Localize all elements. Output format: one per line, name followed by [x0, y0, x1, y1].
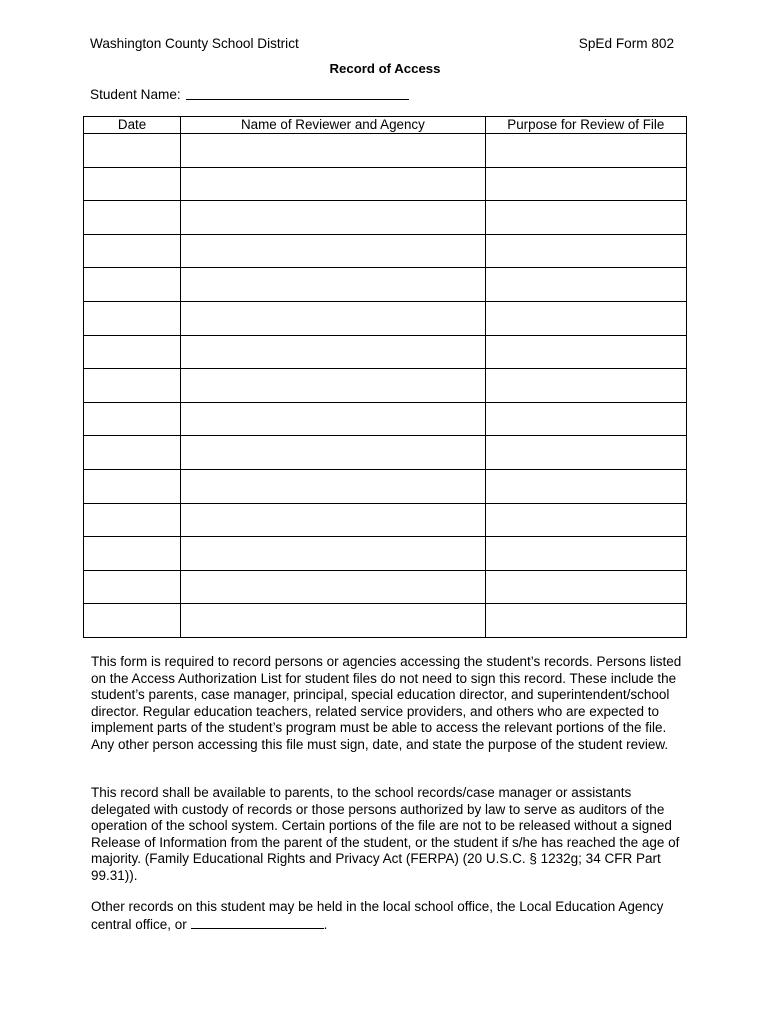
other-records-text: Other records on this student may be held in the local school office, the Local Education Agency central office, or: [91, 899, 664, 932]
date-cell[interactable]: [84, 268, 181, 302]
purpose-cell[interactable]: [485, 436, 686, 470]
student-name-row: [90, 85, 409, 102]
purpose-cell[interactable]: [485, 301, 686, 335]
date-cell[interactable]: [84, 402, 181, 436]
access-record-table: [83, 116, 687, 638]
purpose-cell[interactable]: [485, 503, 686, 537]
other-records-period: .: [323, 916, 328, 932]
date-cell[interactable]: [84, 436, 181, 470]
table-header-row: [84, 117, 687, 134]
purpose-cell[interactable]: [485, 402, 686, 436]
date-cell[interactable]: [84, 604, 181, 638]
table-row: [84, 268, 687, 302]
form-title: Record of Access: [329, 61, 441, 76]
records-availability-paragraph: This record shall be available to parents, to the school records/case manager or assistants delegated with custody of records or those persons authorized by law to serve as auditors of the operation of the school system. Certain portions of the file are not to be released without a signed Release of Information from the parent of the student, or the student if s/he has reached the age of majority. (Family Educational Rights and Privacy Act (FERPA) (20 U.S.C. § 1232g; 34 CFR Part 99.31)).: [91, 785, 680, 883]
table-row: [84, 503, 687, 537]
reviewer-cell[interactable]: [181, 604, 486, 638]
purpose-cell[interactable]: [485, 167, 686, 201]
reviewer-cell[interactable]: [181, 201, 486, 235]
table-row: [84, 469, 687, 503]
date-cell[interactable]: [84, 335, 181, 369]
purpose-cell[interactable]: [485, 201, 686, 235]
student-name-label: Student Name:: [90, 87, 181, 102]
table-row: [84, 436, 687, 470]
table-row: [84, 134, 687, 168]
purpose-cell[interactable]: [485, 469, 686, 503]
reviewer-cell[interactable]: [181, 335, 486, 369]
student-name-field[interactable]: [186, 85, 409, 100]
date-cell[interactable]: [84, 134, 181, 168]
date-cell[interactable]: [84, 301, 181, 335]
date-cell[interactable]: [84, 201, 181, 235]
date-cell[interactable]: [84, 469, 181, 503]
column-header-purpose: Purpose for Review of File: [485, 117, 686, 134]
purpose-cell[interactable]: [485, 369, 686, 403]
table-row: [84, 301, 687, 335]
district-name: Washington County School District: [90, 36, 299, 51]
reviewer-cell[interactable]: [181, 134, 486, 168]
purpose-cell[interactable]: [485, 570, 686, 604]
table-row: [84, 604, 687, 638]
purpose-cell[interactable]: [485, 537, 686, 571]
purpose-cell[interactable]: [485, 335, 686, 369]
table-row: [84, 537, 687, 571]
form-number: SpEd Form 802: [578, 36, 674, 51]
reviewer-cell[interactable]: [181, 469, 486, 503]
reviewer-cell[interactable]: [181, 537, 486, 571]
other-records-location-field[interactable]: [191, 916, 324, 929]
column-header-date: Date: [84, 117, 181, 134]
table-row: [84, 201, 687, 235]
form-instructions-paragraph: This form is required to record persons or agencies accessing the student’s records. Persons listed on the Access Authorization List for student files do not need to sign this record. These include the student’s parents, case manager, principal, special education director, and superintendent/school director. Regular education teachers, related service providers, and others who are expected to implement parts of the student’s program must be able to access the relevant portions of the file. Any other person accessing this file must sign, date, and state the purpose of the student review.: [91, 654, 682, 752]
reviewer-cell[interactable]: [181, 167, 486, 201]
table-row: [84, 167, 687, 201]
reviewer-cell[interactable]: [181, 570, 486, 604]
purpose-cell[interactable]: [485, 234, 686, 268]
purpose-cell[interactable]: [485, 268, 686, 302]
table-row: [84, 335, 687, 369]
table-row: [84, 369, 687, 403]
reviewer-cell[interactable]: [181, 436, 486, 470]
table-row: [84, 234, 687, 268]
reviewer-cell[interactable]: [181, 301, 486, 335]
reviewer-cell[interactable]: [181, 234, 486, 268]
reviewer-cell[interactable]: [181, 268, 486, 302]
column-header-reviewer: Name of Reviewer and Agency: [181, 117, 486, 134]
date-cell[interactable]: [84, 537, 181, 571]
table-body: [84, 134, 687, 638]
table-row: [84, 402, 687, 436]
date-cell[interactable]: [84, 503, 181, 537]
table-row: [84, 570, 687, 604]
reviewer-cell[interactable]: [181, 369, 486, 403]
other-records-paragraph: [91, 899, 691, 933]
date-cell[interactable]: [84, 369, 181, 403]
reviewer-cell[interactable]: [181, 402, 486, 436]
date-cell[interactable]: [84, 167, 181, 201]
purpose-cell[interactable]: [485, 604, 686, 638]
date-cell[interactable]: [84, 570, 181, 604]
date-cell[interactable]: [84, 234, 181, 268]
purpose-cell[interactable]: [485, 134, 686, 168]
reviewer-cell[interactable]: [181, 503, 486, 537]
